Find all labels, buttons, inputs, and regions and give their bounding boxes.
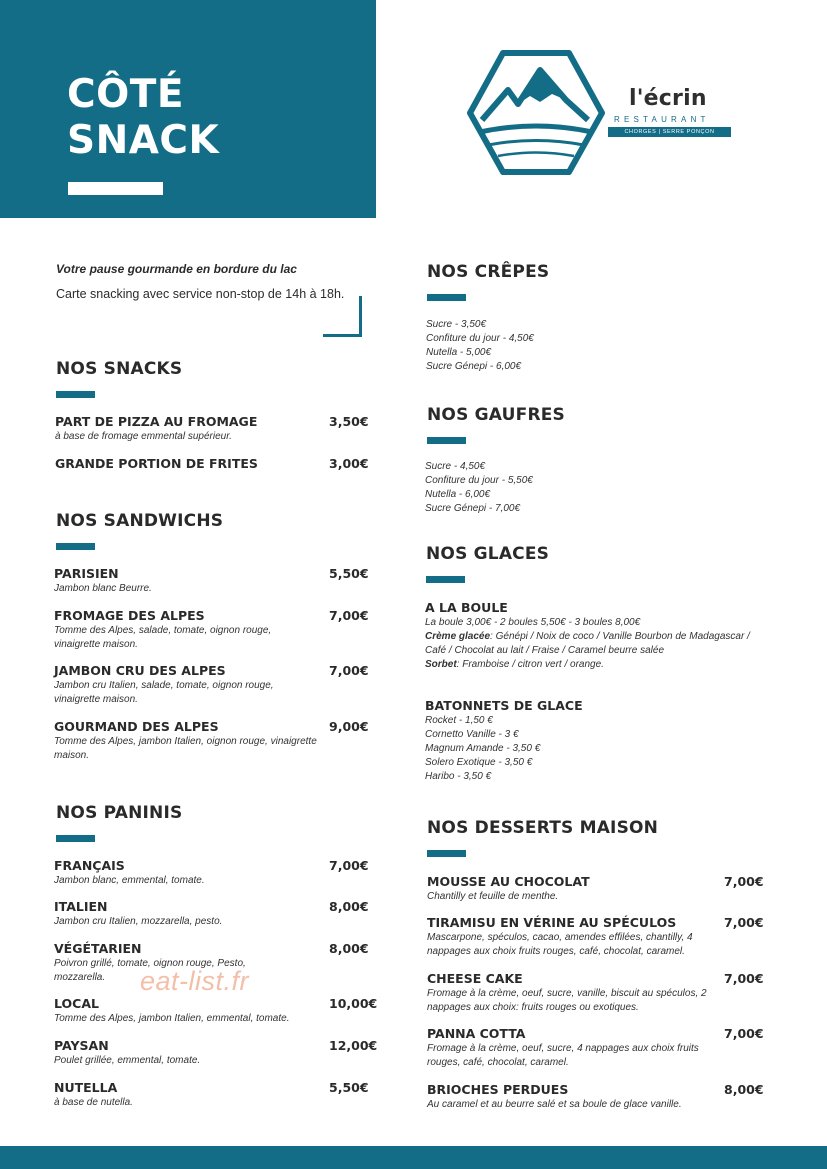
- item-name: FROMAGE DES ALPES: [54, 608, 205, 623]
- menu-item: [425, 698, 755, 784]
- section-underline: [427, 437, 466, 444]
- section-title: NOS PANINIS: [56, 803, 183, 823]
- section-title: NOS SNACKS: [56, 359, 183, 379]
- list-item: Rocket - 1,50 €: [425, 715, 493, 726]
- item-name: CHEESE CAKE: [427, 971, 523, 986]
- section-paninis: [56, 803, 182, 842]
- item-price: 3,00€: [329, 456, 369, 471]
- creme-label: Crème glacée: [425, 631, 491, 642]
- item-description: Poulet grillée, emmental, tomate.: [54, 1055, 201, 1066]
- menu-item: [54, 663, 367, 707]
- menu-item: [55, 414, 367, 444]
- list-item: Cornetto Vanille - 3 €: [425, 729, 519, 740]
- item-description: Jambon blanc, emmental, tomate.: [54, 875, 205, 886]
- sorbet: [425, 658, 755, 672]
- menu-item: [427, 1082, 763, 1112]
- list-item: Sucre - 4,50€: [425, 461, 486, 472]
- item-description: Chantilly et feuille de menthe.: [427, 891, 559, 902]
- intro: [56, 262, 346, 301]
- item-name: TIRAMISU EN VÉRINE AU SPÉCULOS: [427, 915, 677, 930]
- list-item: Confiture du jour - 4,50€: [426, 333, 534, 344]
- item-price: 7,00€: [724, 1026, 764, 1041]
- page-title: [67, 72, 219, 164]
- section-desserts: [427, 818, 658, 857]
- item-name: GRANDE PORTION DE FRITES: [55, 456, 258, 471]
- item-price: 10,00€: [329, 996, 378, 1011]
- intro-text: Carte snacking avec service non-stop de 14h à 18h.: [56, 287, 345, 301]
- section-gaufres: [427, 405, 565, 444]
- section-title: NOS GLACES: [426, 544, 550, 564]
- item-price: 8,00€: [329, 941, 369, 956]
- item-name: PART DE PIZZA AU FROMAGE: [55, 414, 258, 429]
- item-name: GOURMAND DES ALPES: [54, 719, 219, 734]
- list-item: Haribo - 3,50 €: [425, 771, 492, 782]
- title-line-2: SNACK: [67, 118, 220, 163]
- tagline: Votre pause gourmande en bordure du lac: [56, 262, 297, 276]
- logo-subtitle: RESTAURANT: [614, 115, 710, 124]
- item-name: PANNA COTTA: [427, 1026, 526, 1041]
- item-name: A LA BOULE: [425, 600, 508, 615]
- item-name: LOCAL: [54, 996, 99, 1011]
- item-description: Tomme des Alpes, jambon Italien, emmental, tomate.: [54, 1013, 290, 1024]
- list-item: Sucre Génepi - 7,00€: [425, 503, 521, 514]
- footer-band: [0, 1146, 827, 1169]
- menu-item: [425, 600, 755, 672]
- menu-item: [427, 971, 763, 1015]
- item-description: Fromage à la crème, oeuf, sucre, 4 nappages aux choix fruits rouges, café, chocolat, caramel.: [427, 1043, 699, 1068]
- list-item: Solero Exotique - 3,50 €: [425, 757, 533, 768]
- logo-location: CHORGES | SERRE PONÇON: [608, 127, 731, 137]
- list-item: Nutella - 6,00€: [425, 489, 491, 500]
- item-description: à base de nutella.: [54, 1097, 133, 1108]
- title-underline: [68, 182, 163, 195]
- menu-item: [54, 1038, 376, 1068]
- list-item: Sucre Génepi - 6,00€: [426, 361, 522, 372]
- item-name: MOUSSE AU CHOCOLAT: [427, 874, 590, 889]
- item-price: 3,50€: [329, 414, 369, 429]
- section-underline: [56, 543, 95, 550]
- section-title: NOS SANDWICHS: [56, 511, 224, 531]
- item-description: Jambon cru Italien, mozzarella, pesto.: [54, 916, 223, 927]
- item-description: [425, 616, 755, 672]
- mountain-hexagon-icon: [466, 50, 606, 176]
- item-price: 7,00€: [329, 858, 369, 873]
- item-price: 7,00€: [724, 915, 764, 930]
- menu-item: [54, 719, 367, 763]
- item-price: 9,00€: [329, 719, 369, 734]
- item-name: BRIOCHES PERDUES: [427, 1082, 569, 1097]
- section-underline: [426, 576, 465, 583]
- section-snacks: [56, 359, 182, 398]
- item-description: Au caramel et au beurre salé et sa boule de glace vanille.: [427, 1099, 682, 1110]
- boule-prices: La boule 3,00€ - 2 boules 5,50€ - 3 boules 8,00€: [425, 617, 641, 628]
- item-name: FRANÇAIS: [54, 858, 125, 873]
- menu-item: [54, 1080, 376, 1110]
- item-price: 7,00€: [724, 874, 764, 889]
- item-name: ITALIEN: [54, 899, 108, 914]
- section-title: NOS DESSERTS MAISON: [427, 818, 659, 838]
- menu-item: [54, 858, 376, 888]
- item-name: NUTELLA: [54, 1080, 118, 1095]
- item-description: à base de fromage emmental supérieur.: [55, 431, 232, 442]
- menu-item: [427, 1026, 763, 1070]
- sorbet-label: Sorbet: [425, 659, 457, 670]
- item-name: VÉGÉTARIEN: [54, 941, 142, 956]
- menu-item: [54, 608, 367, 652]
- menu-item: [54, 996, 376, 1026]
- section-glaces: [426, 544, 549, 583]
- item-name: BATONNETS DE GLACE: [425, 698, 583, 713]
- item-price: 5,50€: [329, 1080, 369, 1095]
- item-description: [425, 714, 755, 784]
- menu-item: [54, 566, 367, 596]
- creme-flavours: : Génépi / Noix de coco / Vanille Bourbon de Madagascar / Café / Chocolat au lait / Fraise / Caramel beurre salée: [425, 631, 750, 656]
- item-price: 7,00€: [724, 971, 764, 986]
- list-item: Nutella - 5,00€: [426, 347, 492, 358]
- logo-name: l'écrin: [629, 86, 707, 111]
- creme-glacee: [425, 630, 755, 658]
- section-title: NOS CRÊPES: [427, 262, 550, 282]
- item-description: Fromage à la crème, oeuf, sucre, vanille, biscuit au spéculos, 2 nappages aux choix: fruits rouges ou exotiques.: [427, 988, 707, 1013]
- item-description: Tomme des Alpes, jambon Italien, oignon rouge, vinaigrette maison.: [54, 736, 317, 761]
- item-price: 8,00€: [724, 1082, 764, 1097]
- item-description: Tomme des Alpes, salade, tomate, oignon rouge, vinaigrette maison.: [54, 625, 272, 650]
- item-description: Poivron grillé, tomate, oignon rouge, Pesto, mozzarella.: [54, 958, 246, 983]
- crepes-list: [426, 318, 534, 374]
- menu-item: [55, 456, 367, 471]
- section-underline: [56, 835, 95, 842]
- item-price: 8,00€: [329, 899, 369, 914]
- menu-item: [427, 874, 763, 904]
- title-line-1: CÔTÉ: [67, 72, 185, 117]
- restaurant-logo: [466, 50, 736, 176]
- section-underline: [427, 850, 466, 857]
- watermark-text: eat-list.fr: [140, 966, 250, 996]
- section-sandwichs: [56, 511, 223, 550]
- item-price: 7,00€: [329, 608, 369, 623]
- section-underline: [427, 294, 466, 301]
- list-item: Sucre - 3,50€: [426, 319, 487, 330]
- item-price: 7,00€: [329, 663, 369, 678]
- list-item: Confiture du jour - 5,50€: [425, 475, 533, 486]
- decorative-bracket: [323, 296, 362, 337]
- item-description: Jambon cru Italien, salade, tomate, oignon rouge, vinaigrette maison.: [54, 680, 274, 705]
- item-description: Jambon blanc Beurre.: [54, 583, 152, 594]
- menu-item: [427, 915, 763, 959]
- section-title: NOS GAUFRES: [427, 405, 565, 425]
- item-description: Mascarpone, spéculos, cacao, amendes effilées, chantilly, 4 nappages aux choix fruits rouges, café, chocolat, caramel.: [427, 932, 693, 957]
- section-crepes: [427, 262, 549, 301]
- section-underline: [56, 391, 95, 398]
- hero-banner: [0, 0, 376, 218]
- item-name: PARISIEN: [54, 566, 119, 581]
- gaufres-list: [425, 460, 533, 516]
- item-name: JAMBON CRU DES ALPES: [54, 663, 226, 678]
- menu-item: [54, 899, 376, 929]
- sorbet-flavours: : Framboise / citron vert / orange.: [456, 659, 604, 670]
- list-item: Magnum Amande - 3,50 €: [425, 743, 541, 754]
- item-price: 5,50€: [329, 566, 369, 581]
- item-price: 12,00€: [329, 1038, 378, 1053]
- item-name: PAYSAN: [54, 1038, 109, 1053]
